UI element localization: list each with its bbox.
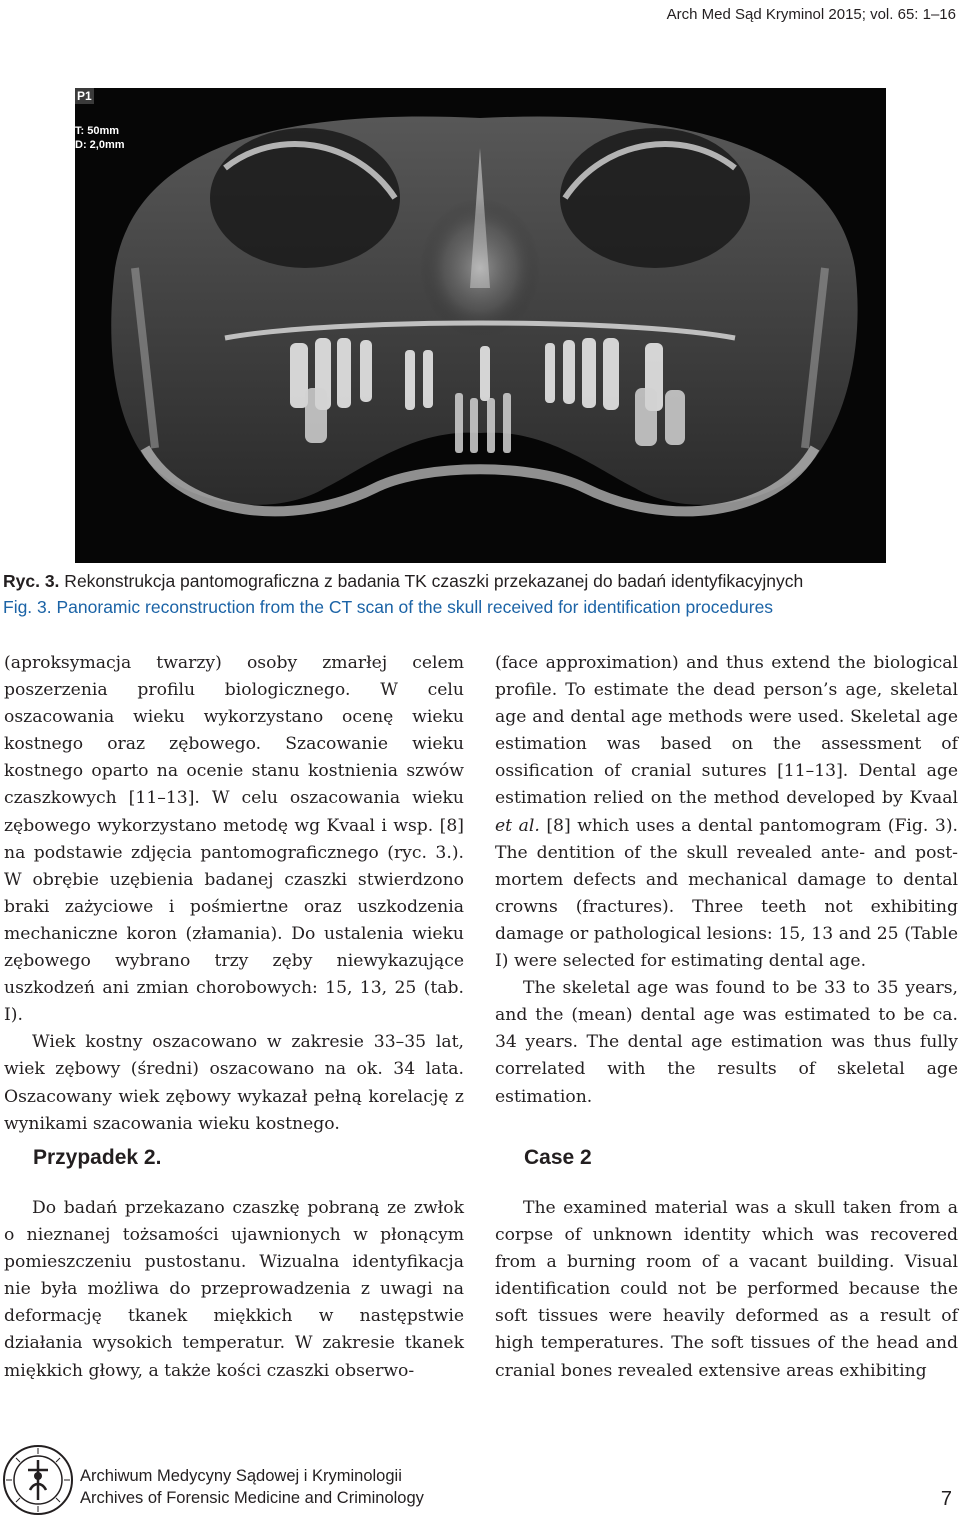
right-paragraph <box>495 650 958 975</box>
overlay-line: D: 2,0mm <box>75 139 125 151</box>
left-paragraph: (aproksymacja twarzy) osoby zmarłej celem poszerzenia profilu biologicznego. W celu oszacowania wieku wykorzystano ocenę wieku kostnego oraz zębowego. Szacowanie wieku kostnego oparto na ocenie stanu kostnienia szwów czaszkowych [11–13]. W celu oszacowania wieku zębowego wykorzystano metodę wg Kvaal i wsp. [8] na podstawie zdjęcia pantomograficznego (ryc. 3.). W obrębie uzębienia badanej czaszki stwierdzono braki zażyciowe i pośmiertne oraz uszkodzenia mechaniczne koron (złamania). Do ustalenia wieku zębowego wybrano trzy zęby niewykazujące uszkodzeń ani zmian chorobowych: 15, 13, 25 (tab. I). <box>4 653 464 1026</box>
page-number: 7 <box>940 1488 952 1510</box>
right-paragraph-italic: et al. <box>495 815 540 836</box>
footer-journal-title-en: Archives of Forensic Medicine and Criminology <box>80 1489 424 1507</box>
right-paragraph: The skeletal age was found to be 33 to 35 years, and the (mean) dental age was estimated to be ca. 34 years. The dental age estimation was thus fully correlated with the results of skeletal age estimation. <box>495 978 958 1107</box>
figure-panel-label: P1 <box>77 89 92 103</box>
footer-journal-title-pl: Archiwum Medycyny Sądowej i Kryminologii <box>80 1467 402 1485</box>
running-header: Arch Med Sąd Kryminol 2015; vol. 65: 1–16 <box>666 6 956 23</box>
right-column-text <box>495 650 958 1111</box>
caption-en-text: Panoramic reconstruction from the CT scan of the skull received for identification procedures <box>51 597 774 617</box>
skull-xray-drawing <box>75 88 886 563</box>
caption-pl-text: Rekonstrukcja pantomograficzna z badania TK czaszki przekazanej do badań identyfikacyjnych <box>59 571 804 591</box>
right-column-text-case2 <box>495 1195 958 1385</box>
left-column-text <box>4 650 464 1138</box>
left-column-text-case2 <box>4 1195 464 1385</box>
right-paragraph: The examined material was a skull taken from a corpse of unknown identity which was recovered from a burning room of a vacant building. Visual identification could not be performed because the soft tissues were heavily deformed as a result of high temperatures. The soft tissues of the head and cranial bones revealed extensive areas exhibiting <box>495 1198 958 1381</box>
right-paragraph-text: (face approximation) and thus extend the biological profile. To estimate the dead person’s age, skeletal age and dental age methods were used. Skeletal age estimation was based on the assessment of ossification of cranial sutures [11–13]. Dental age estimation relied on the method developed by Kvaal <box>495 653 958 809</box>
panoramic-ct-image <box>75 88 886 563</box>
case-heading-polish: Przypadek 2. <box>33 1146 162 1169</box>
right-paragraph-text: [8] which uses a dental pantomogram (Fig. 3). The dentition of the skull revealed ante- and post-mortem defects and mechanical damage to dental crowns (fractures). Three teeth not exhibiting damage or pathological lesions: 15, 13 and 25 (Table I) were selected for estimating dental age. <box>495 815 959 972</box>
left-paragraph: Wiek kostny oszacowano w zakresie 33–35 lat, wiek zębowy (średni) oszacowano na ok. 34 lata. Oszacowany wiek zębowy wykazał pełną korelację z wynikami szacowania wieku kostnego. <box>4 1032 464 1134</box>
overlay-line: T: 50mm <box>75 125 120 137</box>
caption-english <box>3 597 773 618</box>
left-paragraph: Do badań przekazano czaszkę pobraną ze zwłok o nieznanej tożsamości ujawnionych w płonącym pomieszczeniu pustostanu. Wizualna identyfikacja nie była możliwa do przeprowadzenia z uwagi na deformację tkanek miękkich w następstwie działania wysokich temperatur. W zakresie tkanek miękkich głowy, a także kości czaszki obserwo- <box>4 1198 464 1381</box>
case-heading-english: Case 2 <box>524 1146 592 1169</box>
caption-en-label: Fig. 3. <box>3 597 52 617</box>
caption-polish <box>3 571 803 592</box>
figure-overlay-text <box>75 124 125 152</box>
society-seal-logo <box>2 1444 74 1516</box>
caption-pl-label: Ryc. 3. <box>3 571 60 591</box>
